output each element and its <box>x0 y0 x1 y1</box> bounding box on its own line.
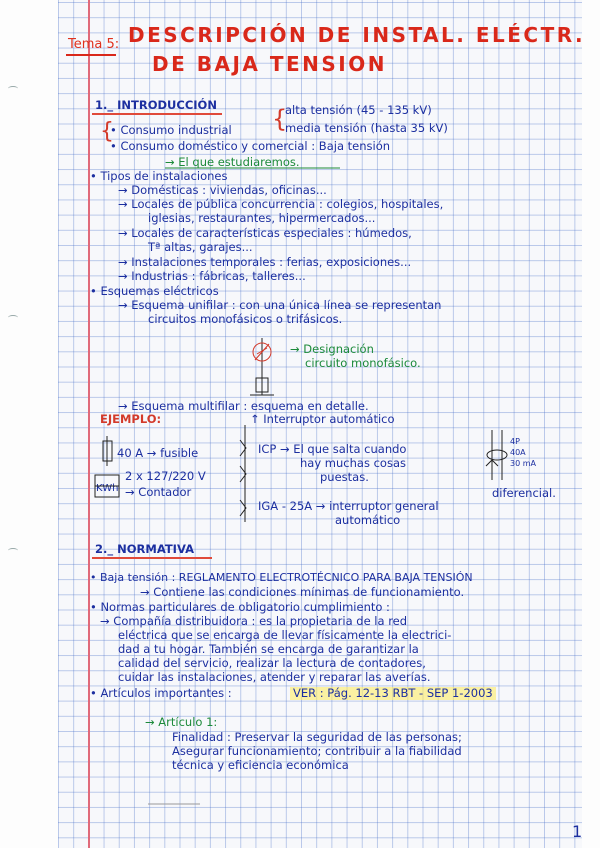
ejemplo-label: EJEMPLO: <box>100 412 162 426</box>
compania-line: dad a tu hogar. También se encarga de garantizar la <box>118 642 419 656</box>
icp-label: ICP → El que salta cuando <box>258 442 407 456</box>
compania-line: calidad del servicio, realizar la lectura de contadores, <box>118 656 426 670</box>
esquema-unifilar: → Esquema unifilar : con una única línea se representan <box>118 298 442 312</box>
diff-sensitivity: 30 mA <box>510 459 536 468</box>
brace-media: media tensión (hasta 35 kV) <box>285 121 448 135</box>
contador-spec: 2 x 127/220 V <box>125 469 206 483</box>
kwh-label: KWh <box>96 483 119 494</box>
tipo-item: iglesias, restaurantes, hipermercados... <box>148 211 376 225</box>
baja-tension-desc: → Contiene las condiciones mínimas de funcionamiento. <box>140 585 465 599</box>
compania-line: → Compañía distribuidora : es la propietaria de la red <box>100 614 408 628</box>
interruptor-label: ↑ Interruptor automático <box>250 412 395 426</box>
unifilar-symbol <box>250 338 274 395</box>
tipo-item: → Locales de características especiales : húmedos, <box>118 226 412 240</box>
articulo1-label: → Artículo 1: <box>145 715 218 729</box>
page-title-line1: DESCRIPCIÓN DE INSTAL. ELÉCTR. <box>128 23 586 47</box>
brace-icon: { <box>272 105 288 133</box>
diferencial-symbol <box>486 430 507 480</box>
designacion-desc: circuito monofásico. <box>305 356 421 370</box>
finalidad-line: Asegurar funcionamiento; contribuir a la fiabilidad <box>172 744 462 758</box>
diff-current: 40A <box>510 448 526 457</box>
articulos-line: • Artículos importantes : <box>90 686 232 700</box>
fusible-label: 40 A → fusible <box>117 446 199 460</box>
page-title-line2: DE BAJA TENSION <box>152 52 387 76</box>
tipo-item: Tª altas, garajes... <box>148 240 253 254</box>
fusible-symbol <box>103 436 112 466</box>
consumo-domestico: • Consumo doméstico y comercial : Baja tensión <box>110 139 391 153</box>
ver-reference: VER : Pág. 12-13 RBT - SEP 1-2003 <box>290 687 496 700</box>
esquema-multifilar: → Esquema multifilar : esquema en detalle. <box>118 399 369 413</box>
iga-desc: automático <box>335 513 401 527</box>
estudiaremos-note: → El que estudiaremos. <box>165 155 300 169</box>
finalidad-line: técnica y eficiencia económica <box>172 758 349 772</box>
compania-line: cuidar las instalaciones, atender y reparar las averías. <box>118 670 431 684</box>
multifilar-symbol <box>240 425 246 522</box>
diff-poles: 4P <box>510 437 520 446</box>
compania-line: eléctrica que se encarga de llevar físicamente la electrici- <box>118 628 452 642</box>
tipo-item: → Instalaciones temporales : ferias, exposiciones... <box>118 255 412 269</box>
contador-label: → Contador <box>125 485 192 499</box>
brace-icon: { <box>100 119 114 144</box>
designacion-label: → Designación <box>290 342 374 356</box>
iga-label: IGA - 25A → interruptor general <box>258 499 439 513</box>
esquema-unifilar-cont: circuitos monofásicos o trifásicos. <box>148 312 343 326</box>
tipos-title: • Tipos de instalaciones <box>90 169 228 183</box>
brace-alta: alta tensión (45 - 135 kV) <box>285 103 432 117</box>
consumo-industrial: • Consumo industrial <box>110 123 232 137</box>
normas-line: • Normas particulares de obligatorio cumplimiento : <box>90 600 390 614</box>
section2-heading: 2._ NORMATIVA <box>95 542 194 556</box>
diferencial-label: diferencial. <box>492 486 556 500</box>
tema-label: Tema 5: <box>68 37 120 52</box>
esquemas-title: • Esquemas eléctricos <box>90 284 219 298</box>
icp-desc-end: puestas. <box>320 470 369 484</box>
finalidad-line: Finalidad : Preservar la seguridad de las personas; <box>172 730 462 744</box>
contador-symbol <box>95 475 119 497</box>
icp-desc: hay muchas cosas <box>300 456 406 470</box>
tipo-item: → Domésticas : viviendas, oficinas... <box>118 183 327 197</box>
section1-heading: 1._ INTRODUCCIÓN <box>95 98 217 112</box>
tipo-item: → Locales de pública concurrencia : colegios, hospitales, <box>118 197 444 211</box>
tipo-item: → Industrias : fábricas, talleres... <box>118 269 306 283</box>
page-number: 1 <box>572 822 583 841</box>
baja-tension-line: • Baja tensión : REGLAMENTO ELECTROTÉCNICO PARA BAJA TENSIÓN <box>90 571 473 584</box>
